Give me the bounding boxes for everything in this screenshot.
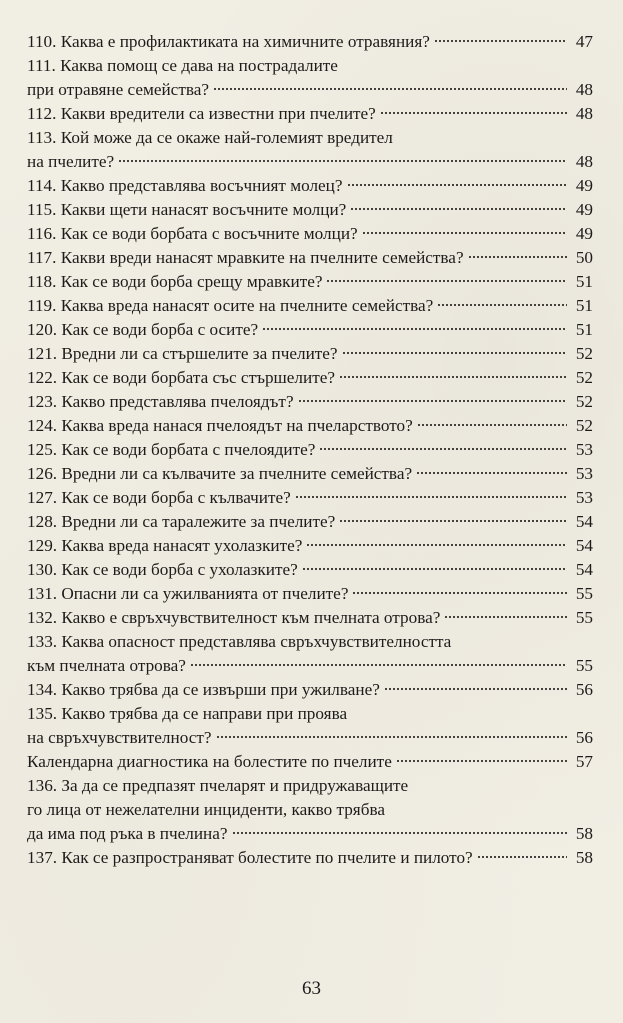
toc-entry-text: Календарна диагностика на болестите по пчелите (27, 752, 392, 771)
toc-entry (27, 462, 593, 486)
dot-leader (444, 615, 567, 619)
toc-entry-text: 131. Опасни ли са ужилванията от пчелите? (27, 584, 349, 603)
toc-entry-continuation (27, 654, 593, 678)
toc-entry-text: на свръхчувствителност? (27, 728, 212, 747)
toc-entry (27, 846, 593, 870)
toc-entry-text: 128. Вредни ли са таралежите за пчелите? (27, 512, 336, 531)
toc-entry-page: 49 (575, 200, 593, 219)
toc-entry (27, 366, 593, 390)
toc-entry-text: 136. За да се предпазят пчеларят и придружаващите (27, 776, 409, 795)
toc-entry-text: 121. Вредни ли са стършелите за пчелите? (27, 344, 338, 363)
toc-entry-page: 52 (575, 392, 593, 411)
toc-entry-page: 51 (575, 272, 593, 291)
toc-entry-page: 48 (575, 104, 593, 123)
dot-leader (396, 759, 567, 763)
dot-leader (319, 447, 567, 451)
toc-entry-page: 53 (575, 464, 593, 483)
toc-entry (27, 534, 593, 558)
toc-entry (27, 126, 593, 150)
dot-leader (339, 519, 567, 523)
toc-entry (27, 702, 593, 726)
page-number: 63 (302, 978, 321, 999)
toc-entry-page: 51 (575, 296, 593, 315)
toc-entry-continuation (27, 78, 593, 102)
toc-entry-page: 52 (575, 368, 593, 387)
toc-entry-text: 127. Как се води борба с кълвачите? (27, 488, 291, 507)
toc-entry (27, 198, 593, 222)
toc-entry-page: 54 (575, 512, 593, 531)
toc-entry-page: 49 (575, 224, 593, 243)
toc-entry (27, 102, 593, 126)
toc-entry-text: 130. Как се води борба с ухолазките? (27, 560, 298, 579)
toc-entry-text: 126. Вредни ли са кълвачите за пчелните семейства? (27, 464, 413, 483)
dot-leader (232, 831, 567, 835)
toc-entry-text: 133. Каква опасност представлява свръхчувствителността (27, 632, 452, 651)
dot-leader (342, 351, 567, 355)
toc-entry (27, 774, 593, 798)
dot-leader (295, 495, 567, 499)
toc-entry (27, 486, 593, 510)
toc-entry-text: 129. Каква вреда нанасят ухолазките? (27, 536, 303, 555)
toc-entry-text: при отравяне семейства? (27, 80, 209, 99)
toc-entry (27, 222, 593, 246)
dot-leader (213, 87, 567, 91)
toc-entry (27, 390, 593, 414)
toc-entry-text: 124. Каква вреда нанася пчелоядът на пчеларството? (27, 416, 413, 435)
toc-entry-text: 110. Каква е профилактиката на химичните отравяния? (27, 32, 430, 51)
toc-entry-text: 117. Какви вреди нанасят мравките на пчелните семейства? (27, 248, 464, 267)
toc-entry-page: 52 (575, 416, 593, 435)
toc-entry-page: 56 (575, 680, 593, 699)
toc-entry-page: 52 (575, 344, 593, 363)
toc-entry (27, 174, 593, 198)
toc-entry-text: 111. Каква помощ се дава на пострадалите (27, 56, 338, 75)
toc-entry-page: 51 (575, 320, 593, 339)
toc-entry (27, 54, 593, 78)
dot-leader (347, 183, 567, 187)
dot-leader (350, 207, 567, 211)
dot-leader (417, 423, 567, 427)
toc-entry-text: 112. Какви вредители са известни при пчелите? (27, 104, 376, 123)
toc-entry-page: 48 (575, 80, 593, 99)
dot-leader (190, 663, 567, 667)
dot-leader (468, 255, 567, 259)
toc-entry-text: 125. Как се води борбата с пчелоядите? (27, 440, 316, 459)
toc-entry-text: 120. Как се води борба с осите? (27, 320, 259, 339)
toc-entry-text: 114. Какво представлява восъчният молец? (27, 176, 343, 195)
toc-entry-continuation (27, 726, 593, 750)
toc-entry-text: 115. Какви щети нанасят восъчните молци? (27, 200, 347, 219)
toc-entry-page: 55 (575, 656, 593, 675)
toc-entry (27, 342, 593, 366)
toc-entry-page: 56 (575, 728, 593, 747)
toc-entry-page: 50 (575, 248, 593, 267)
toc-entry (27, 270, 593, 294)
toc-entry-page: 55 (575, 584, 593, 603)
dot-leader (339, 375, 567, 379)
dot-leader (302, 567, 567, 571)
toc-entry (27, 510, 593, 534)
toc-entry-page: 47 (575, 32, 593, 51)
dot-leader (362, 231, 567, 235)
toc-entry-page: 53 (575, 488, 593, 507)
dot-leader (437, 303, 567, 307)
toc-entry-page: 58 (575, 824, 593, 843)
toc-entry-text: 123. Какво представлява пчелоядът? (27, 392, 294, 411)
toc-entry-text: на пчелите? (27, 152, 115, 171)
toc-entry-text: 122. Как се води борбата със стършелите? (27, 368, 335, 387)
dot-leader (306, 543, 567, 547)
toc-entry-page: 48 (575, 152, 593, 171)
toc-entry (27, 678, 593, 702)
toc-entry-text: 137. Как се разпространяват болестите по пчелите и пилото? (27, 848, 473, 867)
toc-entry-text: 135. Какво трябва да се направи при проява (27, 704, 348, 723)
toc-entry-text: 116. Как се води борбата с восъчните молци? (27, 224, 358, 243)
toc-entry-continuation (27, 822, 593, 846)
dot-leader (416, 471, 567, 475)
dot-leader (262, 327, 567, 331)
dot-leader (298, 399, 567, 403)
toc-entry (27, 750, 593, 774)
toc-entry-text: да има под ръка в пчелина? (27, 824, 228, 843)
toc-entry-text: 119. Каква вреда нанасят осите на пчелните семейства? (27, 296, 434, 315)
dot-leader (216, 735, 568, 739)
toc-entry (27, 438, 593, 462)
toc-entry-page: 55 (575, 608, 593, 627)
toc-entry (27, 630, 593, 654)
dot-leader (384, 687, 567, 691)
toc-entry-page: 54 (575, 560, 593, 579)
toc-entry-page: 53 (575, 440, 593, 459)
toc-entry-text: 113. Кой може да се окаже най-големият вредител (27, 128, 393, 147)
dot-leader (118, 159, 567, 163)
dot-leader (352, 591, 567, 595)
toc-entry-text: 118. Как се води борба срещу мравките? (27, 272, 323, 291)
toc-entry (27, 318, 593, 342)
toc-entry (27, 606, 593, 630)
toc-entry (27, 582, 593, 606)
toc-entry (27, 558, 593, 582)
toc-entry-page: 57 (575, 752, 593, 771)
toc-entry-page: 49 (575, 176, 593, 195)
table-of-contents (27, 30, 593, 870)
toc-entry (27, 246, 593, 270)
dot-leader (326, 279, 567, 283)
toc-entry-text: го лица от нежелателни инциденти, какво трябва (27, 800, 385, 819)
toc-entry (27, 30, 593, 54)
toc-entry (27, 414, 593, 438)
toc-entry-continuation (27, 150, 593, 174)
toc-entry-text: 134. Какво трябва да се извърши при ужилване? (27, 680, 380, 699)
toc-entry-page: 58 (575, 848, 593, 867)
dot-leader (380, 111, 567, 115)
toc-entry-text: 132. Какво е свръхчувствителност към пчелната отрова? (27, 608, 441, 627)
dot-leader (434, 39, 567, 43)
toc-entry-page: 54 (575, 536, 593, 555)
dot-leader (477, 855, 567, 859)
toc-entry-text: към пчелната отрова? (27, 656, 186, 675)
toc-entry (27, 294, 593, 318)
toc-entry-continuation (27, 798, 593, 822)
